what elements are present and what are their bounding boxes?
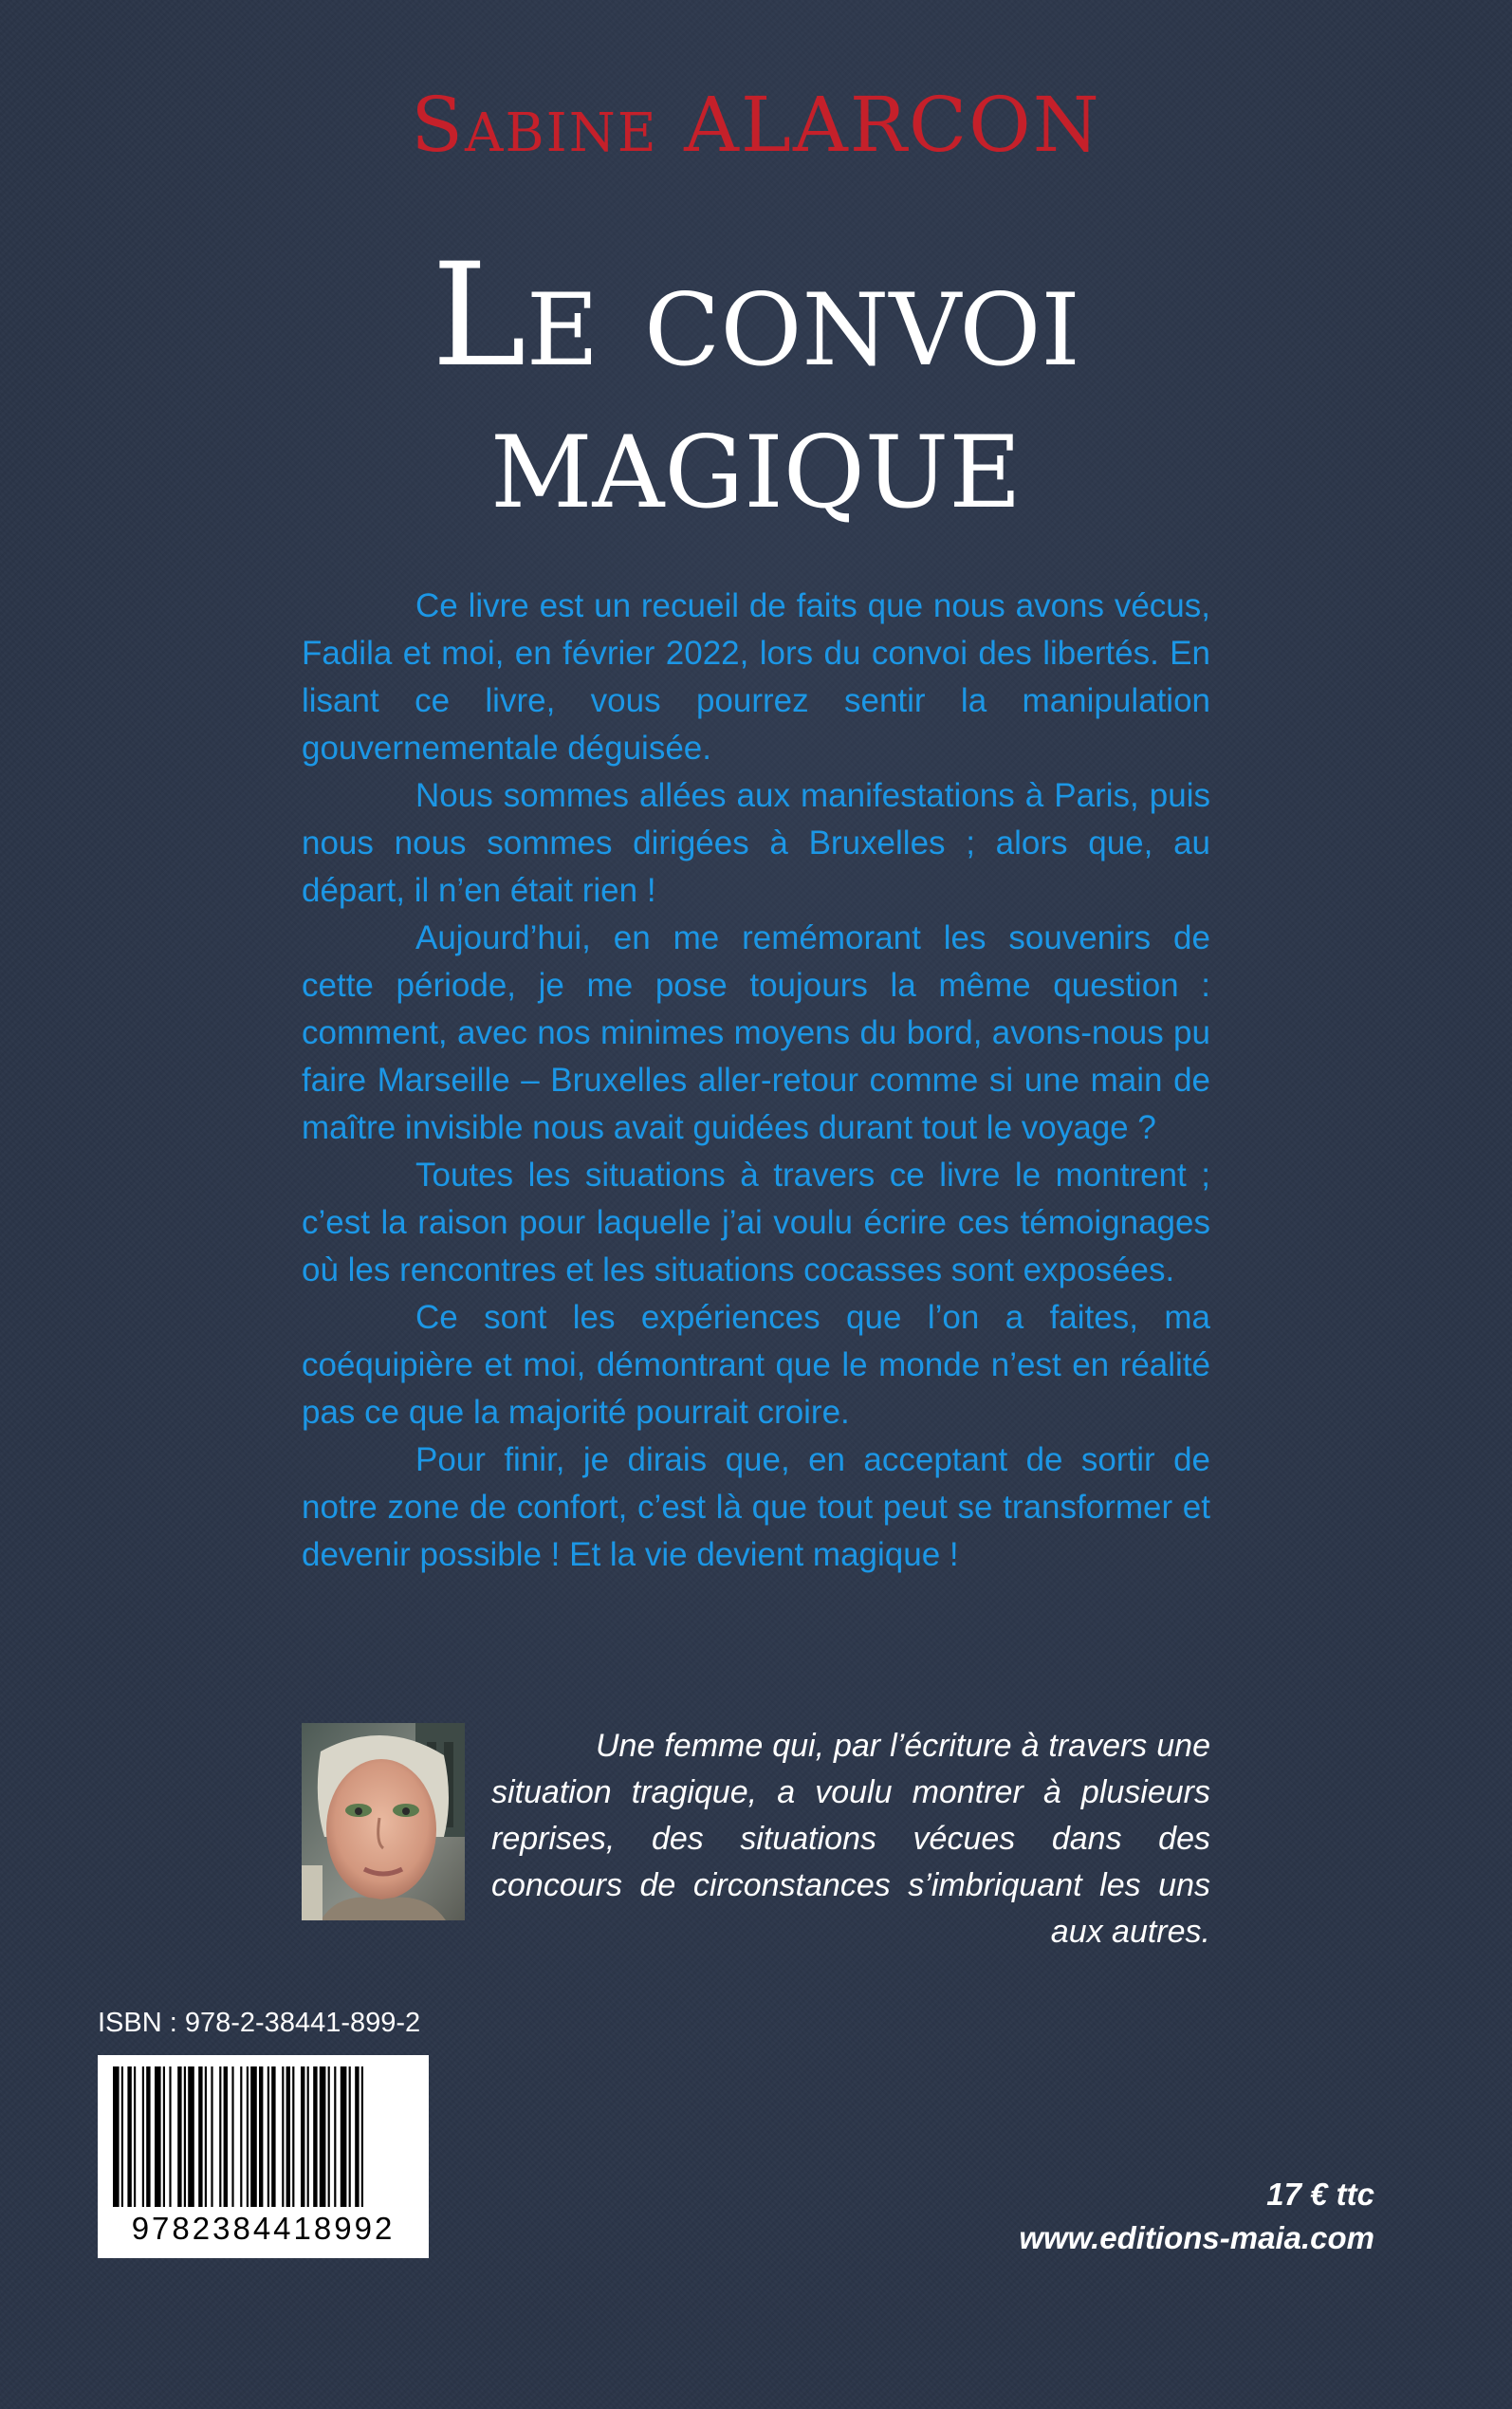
barcode-bar xyxy=(127,2066,131,2207)
synopsis xyxy=(302,583,1210,1579)
barcode-bar xyxy=(224,2066,228,2207)
barcode-bar xyxy=(121,2066,123,2207)
barcode-bar xyxy=(341,2066,347,2207)
barcode-bar xyxy=(205,2066,207,2207)
barcode-bar xyxy=(355,2066,359,2207)
barcode-bar xyxy=(113,2066,120,2207)
barcode-bar xyxy=(211,2066,212,2207)
author-portrait-icon xyxy=(302,1723,465,1920)
barcode-bar xyxy=(163,2066,165,2207)
barcode-bar xyxy=(320,2066,326,2207)
barcode-bar xyxy=(282,2066,284,2207)
barcode-bar xyxy=(334,2066,336,2207)
barcode-bar xyxy=(328,2066,330,2207)
barcode-bar xyxy=(231,2066,233,2207)
barcode-bar xyxy=(198,2066,202,2207)
barcode-bar xyxy=(267,2066,269,2207)
barcode-bar xyxy=(219,2066,221,2207)
author-photo xyxy=(302,1723,465,1920)
barcode-icon xyxy=(98,2055,429,2216)
barcode-bar xyxy=(292,2066,294,2207)
barcode-bar xyxy=(184,2066,186,2207)
barcode-bar xyxy=(240,2066,242,2207)
synopsis-paragraph: Aujourd’hui, en me remémorant les souvenirs de cette période, je me pose toujours la même question : comment, avec nos minimes moyens du bord, avons-nous pu faire Marseille – Bruxelles aller-retour comme si une main de maître invisible nous avait guidées durant tout le voyage ? xyxy=(302,919,1210,1146)
barcode-bar xyxy=(146,2066,150,2207)
barcode-bar xyxy=(361,2066,363,2207)
publisher-website: www.editions-maia.com xyxy=(1019,2220,1374,2255)
barcode-bar xyxy=(349,2066,351,2207)
synopsis-paragraph: Toutes les situations à travers ce livre le montrent ; c’est la raison pour laquelle j’ai voulu écrire ces témoignages où les rencontres et les situations cocasses sont exposées. xyxy=(302,1157,1210,1288)
author-bio: Une femme qui, par l’écriture à travers une situation tragique, a voulu montrer à plusieurs reprises, des situations vécues dans des concours de circonstances s’imbriquant les uns aux autres. xyxy=(491,1728,1210,1950)
barcode-bar xyxy=(301,2066,304,2207)
author-bio-block xyxy=(302,1723,1212,1950)
price-label: 17 € ttc xyxy=(1266,2177,1374,2212)
author-name: Sabine ALARCON xyxy=(411,81,1101,169)
barcode xyxy=(98,2055,429,2258)
isbn-label: ISBN : 978-2-38441-899-2 xyxy=(98,2008,421,2038)
barcode-bar xyxy=(155,2066,161,2207)
barcode-bar xyxy=(307,2066,309,2207)
barcode-bar xyxy=(271,2066,275,2207)
barcode-bar xyxy=(134,2066,136,2207)
book-title-line-2: magique xyxy=(490,376,1022,541)
synopsis-paragraph: Nous sommes allées aux manifestations à Paris, puis nous nous sommes dirigées à Bruxelles ; alors que, au départ, il n’en était rien ! xyxy=(302,777,1210,909)
book-title xyxy=(0,233,1512,541)
barcode-bar xyxy=(188,2066,194,2207)
barcode-bar xyxy=(313,2066,317,2207)
barcode-bar xyxy=(177,2066,181,2207)
barcode-bar xyxy=(247,2066,249,2207)
synopsis-paragraph: Ce livre est un recueil de faits que nous avons vécus, Fadila et moi, en février 2022, lors du convoi des libertés. En lisant ce livre, vous pourrez sentir la manipulation gouvernementale déguisée. xyxy=(302,587,1210,767)
synopsis-paragraph: Ce sont les expériences que l’on a faites, ma coéquipière et moi, démontrant que le monde n’est en réalité pas ce que la majorité pourrait croire. xyxy=(302,1299,1210,1431)
barcode-bar xyxy=(142,2066,144,2207)
synopsis-paragraph: Pour finir, je dirais que, en acceptant de sortir de notre zone de confort, c’est là que tout peut se transformer et devenir possible ! Et la vie devient magique ! xyxy=(302,1441,1210,1573)
book-title-line-1: Le convoi xyxy=(432,233,1080,398)
barcode-digits: 9782384418992 xyxy=(131,2211,396,2246)
barcode-bar xyxy=(169,2066,171,2207)
barcode-bar xyxy=(250,2066,257,2207)
barcode-bar xyxy=(286,2066,290,2207)
barcode-bar xyxy=(259,2066,263,2207)
